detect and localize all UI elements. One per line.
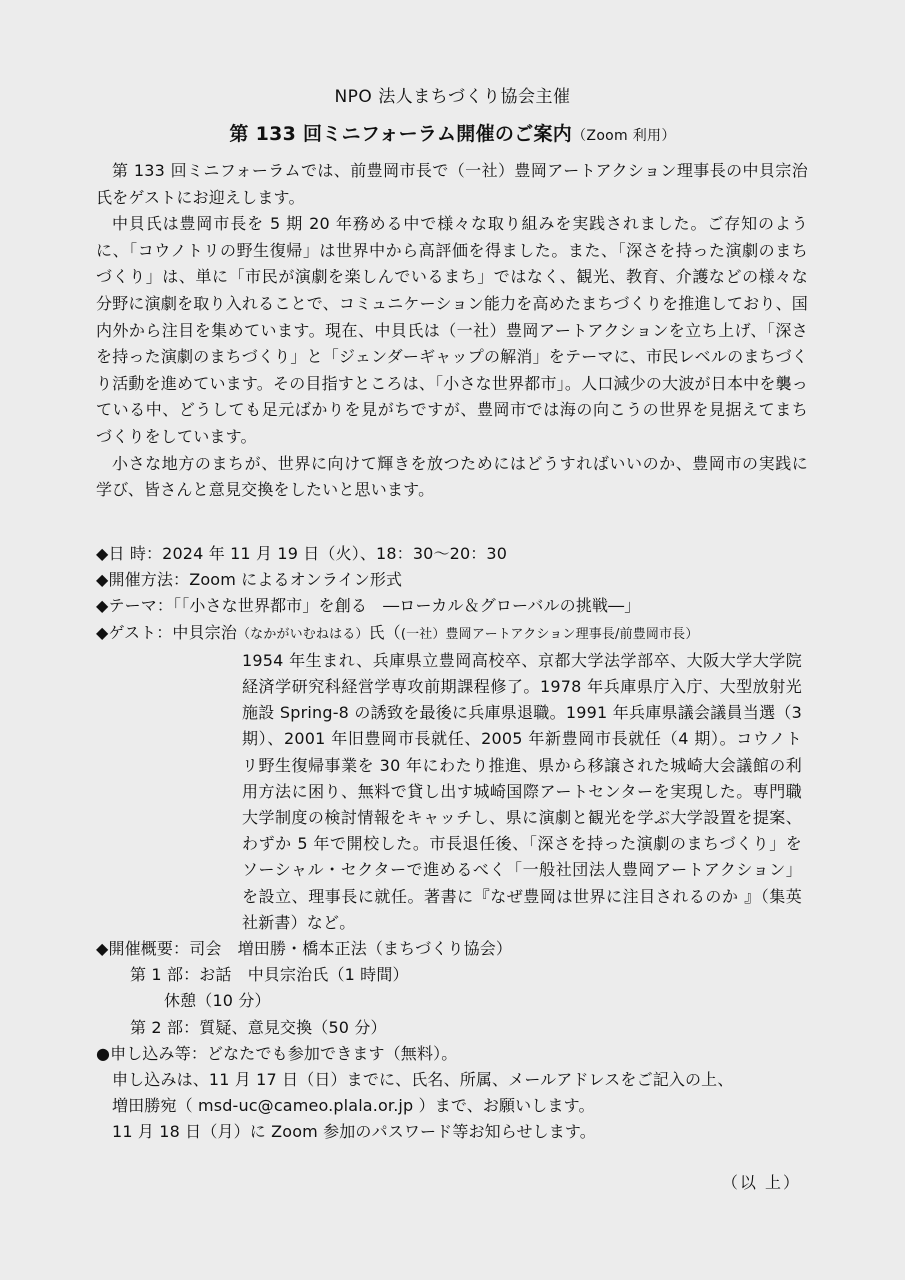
event-guest xyxy=(96,620,811,648)
application-contact: 増田勝宛（ msd-uc@cameo.plala.or.jp ）まで、お願いします。 xyxy=(112,1096,595,1116)
closing-mark: （以 上） xyxy=(721,1173,801,1192)
guest-reading: （なかがいむねはる） xyxy=(237,626,369,642)
intro-paragraph: 中貝氏は豊岡市長を 5 期 20 年務める中で様々な取り組みを実践されました。ご存知のように、「コウノトリの野生復帰」は世界中から高評価を得ました。また、「深さを持った演劇のまちづくり」は、単に「市民が演劇を楽しんでいるまち」ではなく、観光、教育、介護などの様々な分野に演劇を取り入れることで、コミュニケーション能力を高めたまちづくりを推進しており、国内外から注目を集めています。現在、中貝氏は（一社）豊岡アートアクションを立ち上げ、「深さを持った演劇のまちづくり」と「ジェンダーギャップの解消」をテーマに、市民レベルのまちづくり活動を進めています。その目指すところは、「小さな世界都市」。人口減少の大波が日本中を襲っている中、どうしても足元ばかりを見がちですが、豊岡市では海の向こうの世界を見据えてまちづくりをしています。 xyxy=(96,214,808,446)
intro-paragraph: 第 133 回ミニフォーラムでは、前豊岡市長で（一社）豊岡アートアクション理事長の中貝宗治氏をゲストにお迎えします。 xyxy=(96,161,808,207)
event-method: ◆開催方法：Zoom によるオンライン形式 xyxy=(96,570,403,590)
application-password-note: 11 月 18 日（月）に Zoom 参加のパスワード等お知らせします。 xyxy=(112,1122,596,1142)
guest-affiliation: (一社）豊岡アートアクション理事長/前豊岡市長） xyxy=(400,626,699,642)
event-theme: ◆テーマ：｢｢小さな世界都市」を創る ―ローカル＆グローバルの挑戦―」 xyxy=(96,596,641,616)
program-part2: 第 2 部：質疑、意見交換（50 分） xyxy=(130,1017,387,1037)
intro-section xyxy=(96,158,808,504)
application-deadline: 申し込みは、11 月 17 日（日）までに、氏名、所属、メールアドレスをご記入の上、 xyxy=(112,1070,734,1090)
title-main: 第 133 回ミニフォーラム開催のご案内 xyxy=(229,123,573,145)
guest-bio: 1954 年生まれ、兵庫県立豊岡高校卒、京都大学法学部卒、大阪大学大学院経済学研究科経営学専攻前期課程修了。1978 年兵庫県庁入庁、大型放射光施設 Spring-8 の誘致を最後に兵庫県退職。1991 年兵庫県議会議員当選（3 期）、2001 年旧豊岡市長就任、2005 年新豊岡市長就任（4 期）。コウノトリ野生復帰事業を 30 年にわたり推進、県から移譲された城崎大会議館の利用方法に困り、無料で貸し出す城崎国際アートセンターを実現した。専門職大学制度の検討情報をキャッチし、県に演劇と観光を学ぶ大学設置を提案、わずか 5 年で開校した。市長退任後、「深さを持った演劇のまちづくり」をソーシャル・セクターで進めるべく「一般社団法人豊岡アートアクション」を設立、理事長に就任。著書に『なぜ豊岡は世界に注目されるのか 』（集英社新書）など。 xyxy=(242,650,802,932)
event-overview: ◆開催概要：司会 増田勝・橋本正法（まちづくり協会） xyxy=(96,939,513,959)
intro-paragraph: 小さな地方のまちが、世界に向けて輝きを放つためにはどうすればいいのか、豊岡市の実践に学び、皆さんと意見交換をしたいと思います。 xyxy=(96,453,808,500)
document-title xyxy=(0,119,905,146)
event-datetime: ◆日 時：2024 年 11 月 19 日（火）、18：30〜20：30 xyxy=(96,544,508,563)
title-sub: （Zoom 利用） xyxy=(572,128,676,144)
event-details xyxy=(96,541,811,1146)
program-part1: 第 1 部：お話 中貝宗治氏（1 時間） xyxy=(130,965,409,985)
application-heading: ●申し込み等：どなたでも参加できます（無料）。 xyxy=(96,1043,458,1063)
guest-name: ◆ゲスト：中貝宗治 xyxy=(96,622,238,642)
program-break: 休憩（10 分） xyxy=(164,991,271,1011)
guest-honorific: 氏（ xyxy=(368,622,401,642)
organizer-line: NPO 法人まちづくり協会主催 xyxy=(334,87,571,107)
